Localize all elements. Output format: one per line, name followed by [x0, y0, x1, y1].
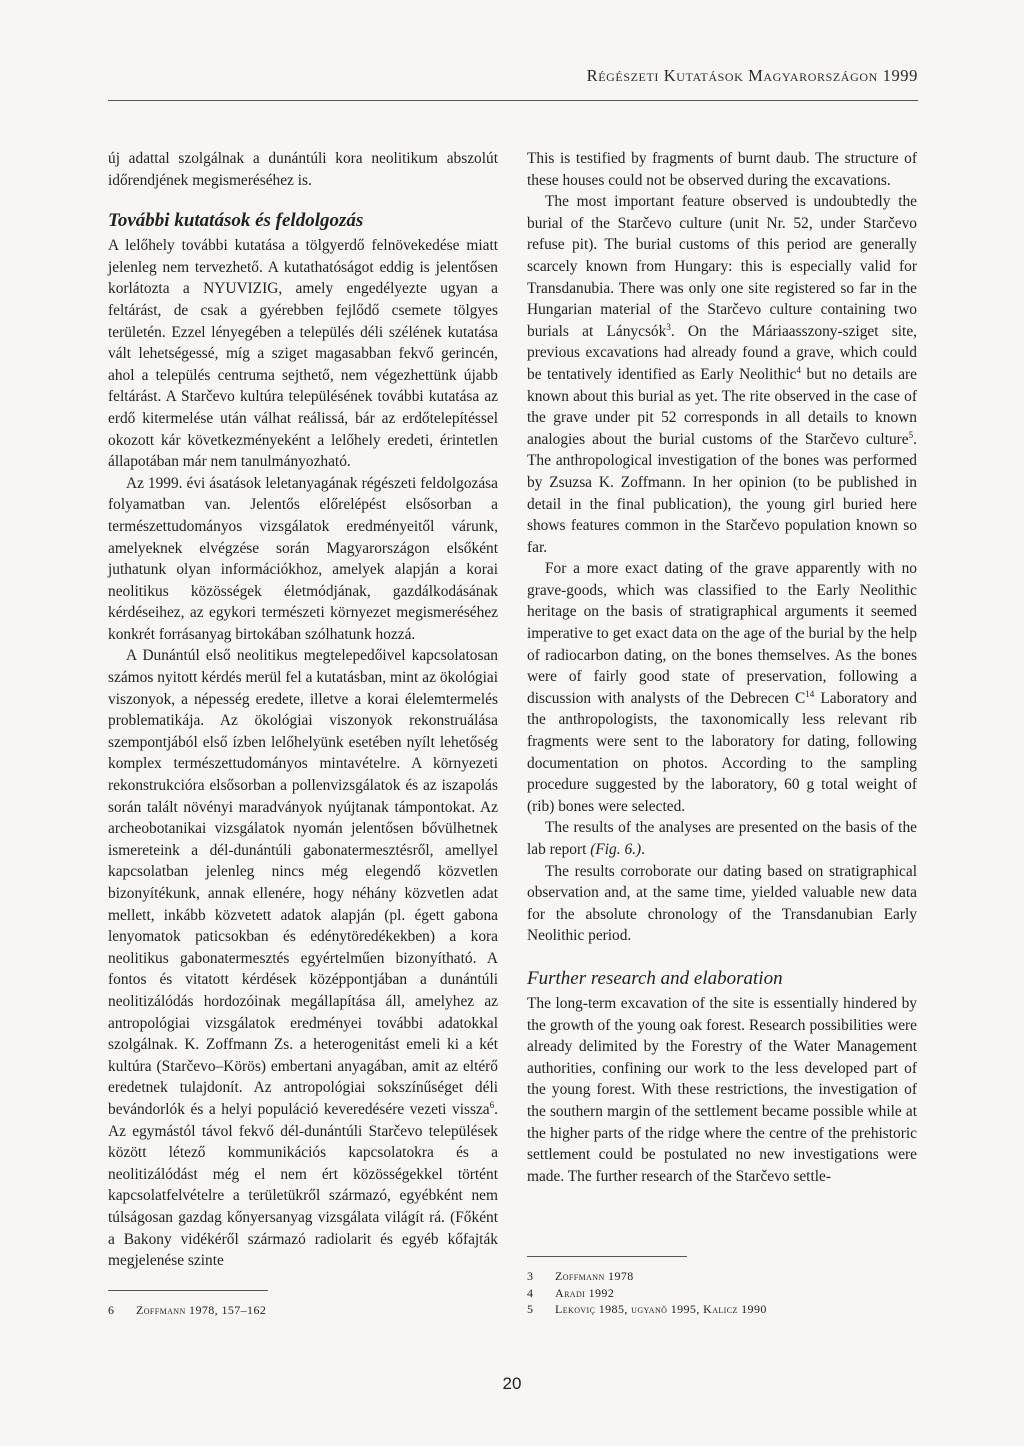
page-number: 20	[502, 1374, 522, 1393]
footnote-text: Lekoviç 1985, ugyanő 1995, Kalicz 1990	[555, 1302, 767, 1316]
paragraph: Az 1999. évi ásatások leletanyagának régészeti feldolgozása folyamatban van. Jelentős előrelépést elsősorban a természettudományos vizsgálatok eredményeitől várunk, amelyeknek elvégzése során Magyarországon elsőként juthatunk olyan információkhoz, amelyek alapján a korai neolitikus közösségek életmódjának, gazdálkodásának kérdéseihez, az egykori természeti környezet megismeréséhez konkrét forrásanyag birtokában szólhatunk hozzá.	[108, 474, 498, 643]
paragraph-text: The results of the analyses are presented on the basis of the lab report	[527, 819, 917, 858]
paragraph: This is testified by fragments of burnt daub. The structure of these houses could not be observed during the excavations.	[527, 150, 917, 189]
paragraph-text: A Dunántúl első neolitikus megtelepedőivel kapcsolatosan számos nyitott kérdés merül fel a kutatásban, mint az ökológiai viszonyok, a népesség eredete, illetve a korai élelemtermelés problematikája. Az ökológiai viszonyok rekonstruálása szempontjából első ízben lelőhelyünk esetében nyílt lehetőség komplex természettudományos mintavételre. A környezeti rekonstrukcióra elsősorban a pollenvizsgálatok és az iszapolás során talált növényi maradványok nyújtanak támpontokat. Az archeobotanikai vizsgálatok nyomán jelentősen bővülhetnek ismereteink a dél-dunántúli gabonatermesztésről, amellyel kapcsolatban jelenleg nincs még elegendő közvetlen bizonyítékunk, annak ellenére, hogy néhány közvetlen adat mellett, inkább közvetett adatok alapján (pl. égett gabona lenyomatok paticsokban és edénytöredékekben) a kora neolitikus gabonatermesztés egyértelműen bizonyítható. A fontos és vitatott kérdések középpontjában a dunántúli neolitizálódás hordozóinak megállapítása áll, amelyhez az antropológiai vizsgálatok eredményei további adatokkal szolgálnak. K. Zoffmann Zs. a heterogenitást emeli ki a két kultúra (Starčevo–Körös) embertani anyagában, amit az eltérő eredetnek tulajdonít. Az antropológiai sokszínűséget déli bevándorlók és a helyi populáció keveredésére vezeti vissza	[108, 647, 498, 1118]
paragraph-text: Laboratory and the anthropologists, the taxonomically less relevant rib fragments were sent to the laboratory for dating, following documentation on photos. According to the sampling procedure suggested by the laboratory, 60 g total weight of (rib) bones were selected.	[527, 689, 917, 815]
running-header: Régészeti Kutatások Magyarországon 1999	[586, 66, 918, 85]
superscript: 14	[805, 688, 815, 699]
footnote-number: 3	[527, 1269, 533, 1283]
paragraph-text: .	[641, 841, 645, 858]
paragraph-text: For a more exact dating of the grave apparently with no grave-goods, which was classified to the Early Neolithic heritage on the basis of stratigraphical arguments it seemed imperative to get exact data on the age of the burial by the help of radiocarbon dating, on the bones themselves. As the bones were of fairly good state of preservation, following a discussion with analysts of the Debrecen C	[527, 560, 917, 707]
figure-reference: (Fig. 6.)	[590, 841, 642, 858]
footnote	[527, 1285, 917, 1302]
footnote	[108, 1302, 498, 1319]
header-rule	[108, 100, 918, 101]
footnote-text: Aradi 1992	[555, 1285, 615, 1300]
footnote-ref: 4	[796, 364, 801, 375]
paragraph	[527, 558, 917, 817]
footnote-number: 5	[527, 1302, 533, 1316]
footnotes-left	[108, 1302, 498, 1319]
paragraph: The long-term excavation of the site is essentially hindered by the growth of the young oak forest. Research possibilities were already delimited by the Forestry of the Water Management authorities, confining our work to the less developed part of the young forest. With these restrictions, the investigation of the southern margin of the settlement became possible while at the higher parts of the ridge where the centre of the prehistoric settlement could be postulated no new investigations were made. The further research of the Starčevo settle-	[527, 994, 917, 1185]
footnote	[527, 1268, 917, 1285]
footnote-ref: 5	[908, 429, 914, 440]
right-column	[527, 148, 917, 1187]
paragraph-text: . On the Máriaasszony-sziget site, previous excavations had already found a grave, which could be tentatively identified as Early Neolithic	[527, 322, 917, 383]
paragraph-text: . Az egymástól távol fekvő dél-dunántúli Starčevo települések között létező kommunikációs kapcsolatokra és a neolitizálódást még el nem ért közösségekkel történt kapcsolatfelvételre a területükről származó, egyébként nem túlságosan gazdag kőnyersanyag vizsgálata világít rá. (Főként a Bakony vidékéről származó radiolarit és egyéb kőfajták megjelenése szinte	[108, 1100, 498, 1270]
paragraph-text: The most important feature observed is undoubtedly the burial of the Starčevo culture (unit Nr. 52, under Starčevo refuse pit). The burial customs of this period are generally scarcely known from Hungary: this is especially valid for Transdanubia. There was only one site registered so far in the Hungarian material of the Starčevo culture containing two burials at Lánycsók	[527, 193, 917, 340]
footnotes-right	[527, 1268, 917, 1318]
section-heading-english: Further research and elaboration	[527, 967, 783, 989]
paragraph-text: . The anthropological investigation of the bones was performed by Zsuzsa K. Zoffmann. In her opinion (to be published in detail in the final publication), the young girl buried here shows features common in the Starčevo population known so far.	[527, 430, 917, 556]
footnote-text: Zoffmann 1978, 157–162	[136, 1303, 267, 1317]
intro-paragraph: új adattal szolgálnak a dunántúli kora neolitikum abszolút időrendjének megismeréséhez is.	[108, 150, 498, 189]
paragraph: The results corroborate our dating based on stratigraphical observation and, at the same time, yielded valuable new data for the absolute chronology of the Transdanubian Early Neolithic period.	[527, 862, 917, 945]
footnote-text: Zoffmann 1978	[555, 1269, 634, 1283]
footnote-rule-left	[108, 1290, 268, 1291]
left-column	[108, 148, 498, 1272]
paragraph: A lelőhely további kutatása a tölgyerdő felnövekedése miatt jelenleg nem tervezhető. A kutathatóságot eddig is jelentősen korlátozta a NYUVIZIG, amely engedélyezte ugyan a feltárást, de csak a gyérebben fejlődő csemete tölgyes területén. Ezzel lényegében a település déli szélének kutatása vált lehetségessé, míg a sziget magasabban fekvő gerincén, ahol a település centruma sejthető, nem végezhettünk újabb feltárást. A Starčevo kultúra településének további kutatása az erdő kitermelése után válhat reálissá, bár az erdőtelepítéssel okozott kár következményeként a lelőhely eredeti, érintetlen állapotában már nem tanulmányozható.	[108, 237, 498, 471]
footnote-rule-right	[527, 1256, 687, 1257]
footnote-ref: 3	[666, 321, 671, 332]
paragraph	[527, 191, 917, 558]
paragraph	[527, 817, 917, 860]
paragraph	[108, 645, 498, 1271]
footnote-ref: 6	[489, 1099, 495, 1110]
footnote-number: 6	[108, 1303, 114, 1317]
paragraph-text: but no details are known about this burial as yet. The rite observed in the case of the grave under pit 52 corresponds in all details to known analogies about the burial customs of the Starčevo culture	[527, 365, 917, 448]
section-heading-hungarian: További kutatások és feldolgozás	[108, 210, 364, 232]
footnote-number: 4	[527, 1285, 533, 1300]
footnote	[527, 1301, 917, 1318]
